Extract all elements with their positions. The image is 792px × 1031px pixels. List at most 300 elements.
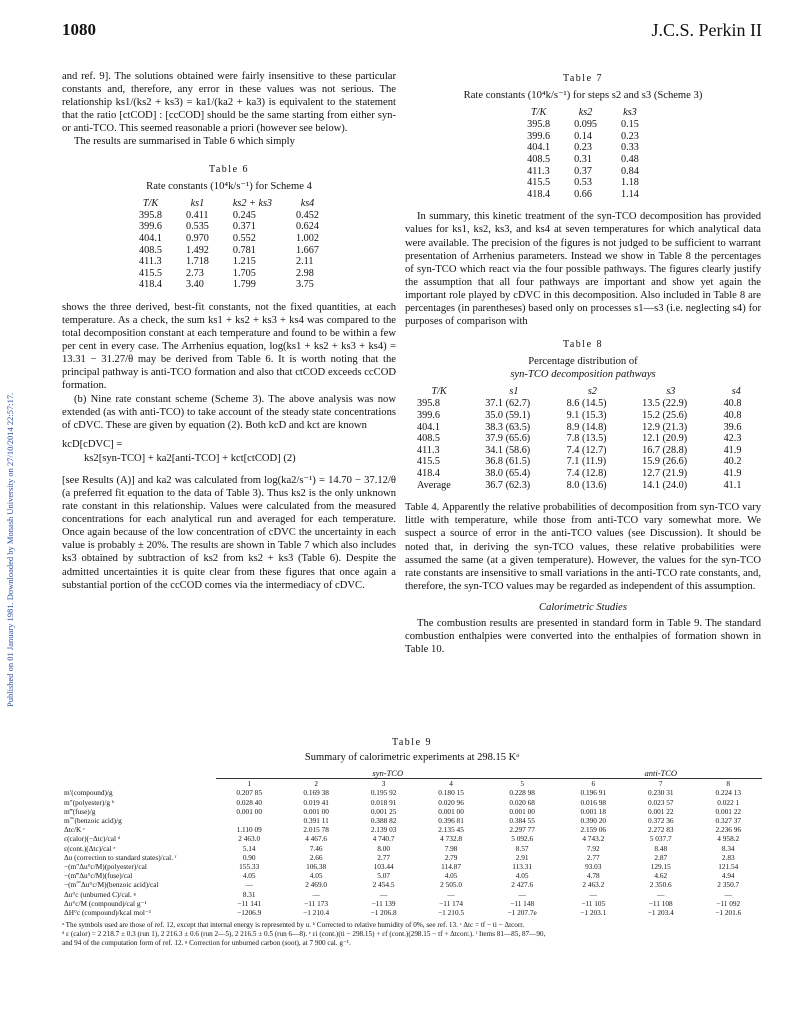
table-cell: 0.327 37	[715, 816, 742, 826]
row-label: m⁗(benzoic acid)/g	[64, 816, 122, 826]
table-cell: 12.7 (21.9)	[642, 468, 688, 480]
right-column	[405, 70, 761, 656]
table-cell: 2.11	[296, 256, 314, 268]
table-cell: 36.8 (61.5)	[485, 456, 531, 468]
table-cell: Average	[417, 479, 451, 491]
table-cell: 2 427.6	[511, 880, 534, 890]
table-cell: 2 454.5	[372, 880, 395, 890]
table-cell: −1 203.1	[580, 908, 607, 918]
table-caption: Percentage distribution of	[528, 356, 638, 368]
table-cell: 415.5	[139, 267, 162, 279]
table-cell: 418.4	[527, 188, 551, 200]
table-row	[62, 908, 762, 917]
table-row	[62, 853, 762, 862]
table-cell: 7.4 (12.8)	[566, 468, 607, 480]
table-cell: 7.8 (13.5)	[566, 433, 607, 445]
table-cell: 0.970	[185, 232, 209, 244]
table-cell: 2.98	[296, 267, 314, 279]
table-cell: 35.0 (59.1)	[485, 410, 531, 422]
table-cell: 7.46	[309, 843, 323, 853]
table-row	[127, 221, 331, 233]
table-row	[127, 210, 331, 222]
table-cell: 2.73	[185, 267, 204, 279]
table-cell: 411.3	[139, 256, 162, 268]
table-cell: 0.33	[621, 142, 639, 154]
table-cell: 2.135 45	[438, 825, 464, 835]
table-row	[62, 798, 762, 807]
row-label: ε(calor)(−Δtc)/cal ᵈ	[64, 834, 121, 844]
table-cell: 415.5	[527, 177, 551, 189]
table-cell: 399.6	[139, 221, 162, 233]
table-cell: 0.84	[621, 165, 639, 177]
table-cell: 5.07	[377, 871, 390, 881]
column-header: T/K	[142, 197, 159, 209]
table-row	[515, 177, 651, 189]
table-cell: 4 743.2	[582, 834, 605, 844]
table-cell: 0.001 25	[370, 806, 397, 816]
table-cell: 0.372 36	[647, 816, 674, 826]
equation-line: kcD[cDVC] =	[62, 438, 123, 450]
table-cell: 40.8	[723, 398, 742, 410]
column-group-syn: syn-TCO	[372, 768, 404, 778]
table-caption: syn-TCO decomposition pathways	[510, 369, 656, 381]
table-cell: 0.535	[185, 221, 209, 233]
table-cell: 4.05	[444, 871, 458, 881]
table-cell: 0.224 13	[715, 788, 742, 798]
table-cell: 41.1	[723, 479, 742, 491]
table-cell: 395.8	[527, 119, 551, 131]
table-cell: 0.624	[296, 221, 319, 233]
column-header: s2	[587, 386, 597, 398]
table-cell: 2.159 06	[580, 825, 607, 835]
table-label: Table 7	[562, 73, 604, 84]
table-cell: —	[724, 889, 732, 899]
table-row	[515, 131, 651, 143]
table-cell: 0.452	[296, 209, 319, 221]
table-cell: 1.705	[232, 267, 256, 279]
table-cell: 7.1 (11.9)	[566, 456, 607, 468]
table-cell: 4 467.6	[305, 834, 328, 844]
table-row	[62, 807, 762, 816]
table-cell: 0.016 98	[580, 797, 607, 807]
column-header: 2	[282, 779, 349, 789]
data-table	[62, 769, 762, 917]
table-cell: 8.0 (13.6)	[566, 479, 607, 491]
table-cell: 38.0 (65.4)	[485, 468, 531, 480]
table-cell: 0.15	[621, 119, 639, 131]
table-cell: 0.781	[232, 244, 256, 256]
column-header: ks2 + ks3	[232, 197, 273, 209]
data-table	[405, 385, 761, 491]
table-cell: 1.492	[185, 244, 209, 256]
column-header: 1	[216, 779, 282, 789]
row-label: −(m″Δu°c/M)(polyester)/cal	[64, 862, 147, 872]
table-cell: 2.297 77	[509, 825, 535, 835]
row-label: −(m‴Δu°c/M)(fuse)/cal	[64, 871, 133, 881]
table-cell: 2.91	[515, 852, 529, 862]
table-cell: 2.236 96	[715, 825, 742, 835]
table-cell: 0.019 41	[303, 797, 329, 807]
table-cell: 103.44	[373, 862, 394, 872]
column-header: 5	[485, 779, 560, 789]
table-cell: 3.75	[296, 279, 314, 291]
table-cell: 418.4	[417, 468, 440, 480]
table-cell: 408.5	[417, 433, 440, 445]
table-row	[515, 154, 651, 166]
column-header: s3	[666, 386, 676, 398]
table-cell: 114.87	[441, 862, 461, 872]
table-cell: 8.34	[721, 843, 735, 853]
table-cell	[216, 816, 282, 825]
table-cell: 0.371	[232, 221, 256, 233]
table-cell: −11 105	[581, 898, 606, 908]
table-cell: 0.552	[232, 232, 256, 244]
table-cell: 0.23	[621, 130, 639, 142]
footnote-line: ᵈ ε (calor) = 2 218.7 ± 0.3 (run 1), 2 216.3 ± 0.6 (run 2—5), 2 216.5 ± 0.5 (run 6—8). ᵉ εi (cont.)(ti − 298.15) + εf (cont.)(298.15 − tf + Δtcorr.). ᶠ Items 81—85, 87—90,	[62, 930, 546, 939]
table-caption: Summary of calorimetric experiments at 298.15 Kᵃ	[304, 752, 520, 763]
table-cell: 1.14	[621, 188, 639, 200]
table-row	[405, 456, 761, 468]
table-cell: 2 463.2	[582, 880, 605, 890]
table-cell: 8.31	[242, 889, 256, 899]
table-cell: −11 092	[716, 898, 741, 908]
download-watermark: Published on 01 January 1981. Downloaded by Monash University on 27/10/2014 22:57:17.	[5, 392, 15, 708]
table-cell: 0.14	[574, 130, 592, 142]
table-cell: 8.57	[515, 843, 529, 853]
table-cell: 37.1 (62.7)	[485, 398, 531, 410]
table-row	[515, 189, 651, 201]
table-cell: 13.5 (22.9)	[642, 398, 688, 410]
table-cell: 4.05	[309, 871, 323, 881]
row-label: m′(compound)/g	[64, 788, 113, 798]
table-cell: 38.3 (63.5)	[485, 421, 531, 433]
table-cell: 2.83	[721, 852, 735, 862]
table-cell: 4 732.8	[440, 834, 463, 844]
table-row	[62, 788, 762, 797]
body-paragraph: (b) Nine rate constant scheme (Scheme 3). The above analysis was now extended (as with anti-TCO) to take account of the steady state concentrations of cDVC. These are given by equation (2). Both kcD and kct are known	[62, 393, 396, 431]
table-cell: 1.215	[232, 256, 256, 268]
table-cell: 0.90	[242, 852, 256, 862]
equation-line: ks2[syn-TCO] + ka2[anti-TCO] + kct[ctCOD] (2)	[84, 452, 296, 464]
table-cell: −11 139	[371, 898, 396, 908]
table-cell: 0.230 31	[647, 788, 674, 798]
table-row	[405, 433, 761, 445]
table-cell: 399.6	[417, 410, 440, 422]
table-cell: 2.139 03	[370, 825, 397, 835]
table-9	[62, 737, 762, 948]
table-cell: 37.9 (65.6)	[485, 433, 531, 445]
table-cell: 0.411	[185, 209, 209, 221]
table-cell: 9.1 (15.3)	[566, 410, 607, 422]
row-label: Δu°c/M (compound)/cal g⁻¹	[64, 898, 147, 908]
column-header: s1	[509, 386, 519, 398]
table-cell: 2 350.6	[649, 880, 672, 890]
table-cell: 0.001 00	[438, 806, 464, 816]
column-header: 6	[560, 779, 627, 789]
table-cell: 16.7 (28.8)	[642, 444, 688, 456]
table-cell: 2 350.7	[717, 880, 740, 890]
table-cell: 40.2	[723, 456, 742, 468]
table-cell: 0.390 20	[580, 816, 607, 826]
table-cell: 0.169 38	[303, 788, 329, 798]
table-cell: 0.095	[574, 119, 597, 131]
table-cell: 0.53	[574, 177, 592, 189]
table-cell: 1.799	[232, 279, 256, 291]
page-number: 1080	[62, 20, 96, 39]
table-cell: 1.718	[185, 256, 209, 268]
column-header: ks1	[190, 197, 205, 209]
table-row	[62, 844, 762, 853]
row-label: Δtc/K ᶜ	[64, 825, 85, 835]
table-cell: 121.54	[718, 862, 739, 872]
table-cell: 0.001 22	[715, 806, 742, 816]
table-row	[127, 233, 331, 245]
table-cell: 36.7 (62.3)	[485, 479, 531, 491]
table-cell: 395.8	[417, 398, 440, 410]
table-cell: −1 203.4	[647, 908, 674, 918]
column-header: T/K	[530, 107, 547, 119]
table-cell: −11 148	[510, 898, 535, 908]
column-header: ks3	[623, 107, 637, 119]
table-cell: —	[518, 889, 526, 899]
table-cell: 0.001 18	[580, 806, 607, 816]
table-cell: 1.110 09	[236, 825, 262, 835]
table-row	[62, 871, 762, 880]
table-row	[405, 398, 761, 410]
table-6	[62, 163, 396, 291]
table-cell: 0.020 96	[438, 797, 464, 807]
body-paragraph: [see Results (A)] and ka2 was calculated from log(ka2/s⁻¹) = 14.70 − 37.12/θ (a preferred fit equation to the data of Table 3). Thus ks2 is the only unknown rate constant in this relationship. Values were calculated from the measured concentrations for each analytical run and averaged for each temperature. Once again because of the low concentration of cDVC the uncertainty in each value is probably ± 20%. The results are shown in Table 7 which also includes ks3 obtained by subtraction of ks2 from ks2 + ks3 (Table 6). Despite the admitted uncertainties it is quite clear from these figures that once again a substantial portion of the ccCOD comes via the intermediacy of cDVC.	[62, 474, 396, 591]
table-row	[405, 410, 761, 422]
data-table	[515, 106, 651, 200]
table-cell: 2 469.0	[305, 880, 328, 890]
table-cell: 14.1 (24.0)	[642, 479, 688, 491]
table-row	[515, 166, 651, 178]
table-cell: 0.001 22	[647, 806, 674, 816]
table-cell: −1 210.5	[438, 908, 465, 918]
body-paragraph: shows the three derived, best-fit constants, not the fixed quantities, at each temperature. As a check, the sum ks1 + ks2 + ks3 + ks4 was compared to the total decomposition constant at each temperature and found to be within a few per cent in every case. The Arrhenius equation, log(ks1 + ks2 + ks3 + ks4) = 13.31 − 31.27/θ may be derived from Table 6. It is worth noting that the principal pathway is anti-TCO formation and also that ctCOD exceeds ccCOD formation.	[62, 301, 396, 392]
column-header: s4	[731, 386, 741, 398]
table-cell: 0.028 40	[236, 797, 262, 807]
table-cell: 0.48	[621, 153, 639, 165]
table-cell: 155.33	[239, 862, 260, 872]
table-cell: −1 207.7e	[507, 908, 537, 918]
table-cell: 0.018 91	[370, 797, 397, 807]
row-label: ΔH°c (compound)/kcal mol⁻¹	[64, 908, 152, 918]
table-cell: 93.03	[585, 862, 602, 872]
table-cell: 8.48	[654, 843, 668, 853]
row-label-header	[62, 779, 216, 789]
section-heading: Calorimetric Studies	[539, 601, 627, 613]
table-cell: 0.66	[574, 188, 592, 200]
table-cell: 42.3	[723, 433, 742, 445]
table-cell: 2 505.0	[440, 880, 463, 890]
body-paragraph: The results are summarised in Table 6 which simply	[74, 136, 295, 148]
table-cell: 40.8	[723, 410, 742, 422]
table-cell: 4.05	[242, 871, 256, 881]
table-row	[127, 245, 331, 257]
table-cell: 7.4 (12.7)	[566, 444, 607, 456]
table-cell: 0.384 55	[509, 816, 535, 826]
footnote-line: and 94 of the computation form of ref. 12. ᵍ Correction for unburned carbon (soot), at 7 900 cal. g⁻¹.	[62, 939, 351, 948]
table-cell: 41.9	[723, 468, 742, 480]
table-cell: −1 201.6	[715, 908, 742, 918]
table-cell: 113.31	[512, 862, 533, 872]
table-row	[62, 834, 762, 843]
table-cell: 404.1	[417, 421, 440, 433]
table-cell: 0.228 98	[509, 788, 535, 798]
table-cell: −11 173	[304, 898, 329, 908]
table-cell: —	[657, 889, 665, 899]
table-cell: 2.79	[444, 852, 458, 862]
table-cell: 2.87	[654, 852, 668, 862]
row-label: m″(polyester)/g ᵇ	[64, 797, 115, 807]
table-cell: 2.015 78	[303, 825, 329, 835]
column-header: 3	[350, 779, 417, 789]
column-header: 8	[694, 779, 762, 789]
table-cell: −1206.9	[237, 908, 262, 918]
column-group-anti: anti-TCO	[644, 768, 678, 778]
table-cell: 5 092.6	[511, 834, 534, 844]
table-cell: 0.37	[574, 165, 592, 177]
table-cell: 12.9 (21.3)	[642, 421, 688, 433]
table-cell: −11 174	[439, 898, 464, 908]
table-cell: —	[312, 889, 320, 899]
table-cell: 0.23	[574, 142, 592, 154]
table-cell: 1.18	[621, 177, 639, 189]
table-cell: —	[379, 889, 388, 899]
table-cell: 7.98	[444, 843, 458, 853]
page-header	[62, 20, 762, 48]
column-header: ks2	[578, 107, 593, 119]
body-paragraph: and ref. 9]. The solutions obtained were fairly insensitive to these particular constants and, therefore, any error in these values was not serious. The relationship ks1/(ks2 + ks3) = ka1/(ka2 + ka3) is equivalent to the statement that the ratio [ctCOD] : [ccCOD] should be the same starting from either syn- or anti-TCO. This seemed reasonable a priori (however see below).	[62, 71, 396, 135]
table-row	[405, 468, 761, 480]
table-cell: 4.05	[515, 871, 529, 881]
table-cell: 7.92	[586, 843, 600, 853]
table-cell: 5.14	[242, 843, 256, 853]
table-cell: —	[245, 880, 253, 890]
table-cell: 2.77	[377, 852, 390, 862]
table-cell: 404.1	[139, 232, 162, 244]
table-row	[62, 816, 762, 825]
table-cell: 34.1 (58.6)	[485, 444, 531, 456]
table-cell: 2.272 83	[647, 825, 674, 835]
equation-2	[62, 438, 396, 466]
table-cell: 8.6 (14.5)	[566, 398, 607, 410]
table-cell: 0.31	[574, 153, 592, 165]
body-paragraph: The combustion results are presented in standard form in Table 9. The standard combustion enthalpies were converted into the enthalpies of formation shown in Table 10.	[405, 617, 761, 656]
table-cell: 0.245	[232, 209, 256, 221]
table-caption: Rate constants (10⁴k/s⁻¹) for steps s2 and s3 (Scheme 3)	[463, 90, 703, 102]
table-row	[62, 862, 762, 871]
table-row	[515, 119, 651, 131]
row-label: ε(cont.)(Δtc)/cal ᵉ	[64, 843, 116, 853]
row-label: m‴(fuse)/g	[64, 806, 96, 816]
table-cell: 4 740.7	[372, 834, 395, 844]
table-row	[127, 256, 331, 268]
table-cell: 0.391 11	[303, 816, 329, 826]
table-cell: 0.195 92	[370, 788, 397, 798]
table-cell: 0.396 81	[438, 816, 464, 826]
table-row	[62, 825, 762, 834]
table-cell: 404.1	[527, 142, 551, 154]
row-label: Δu°c (unburned C)/cal. ᵍ	[64, 889, 136, 899]
table-cell: 0.180 15	[438, 788, 464, 798]
table-cell: 0.001 00	[509, 806, 535, 816]
table-cell: 411.3	[527, 165, 550, 177]
table-cell: −11 141	[237, 898, 262, 908]
table-cell: 5 037.7	[649, 834, 672, 844]
table-label: Table 9	[391, 737, 433, 748]
table-cell: —	[447, 889, 455, 899]
table-cell: —	[589, 889, 597, 899]
table-cell: 15.2 (25.6)	[642, 410, 688, 422]
table-cell: 0.388 82	[370, 816, 397, 826]
table-cell: 3.40	[185, 279, 204, 291]
table-cell: 2 463.0	[238, 834, 261, 844]
table-cell: 1.667	[296, 244, 319, 256]
table-cell: 12.1 (20.9)	[642, 433, 688, 445]
table-cell: 0.001 00	[303, 806, 329, 816]
table-cell: 399.6	[527, 130, 551, 142]
table-cell: 106.38	[306, 862, 327, 872]
data-table	[127, 197, 331, 291]
column-header: 7	[627, 779, 694, 789]
table-cell: 2.66	[309, 852, 323, 862]
column-header: ks4	[300, 197, 315, 209]
table-7	[405, 72, 761, 200]
table-cell: 4.78	[586, 871, 600, 881]
table-cell: 8.9 (14.8)	[566, 421, 607, 433]
body-paragraph: Table 4. Apparently the relative probabilities of decomposition from syn-TCO vary little with temperature, while those from anti-TCO vary somewhat more. We suspect a source of error in the anti-TCO values (see Discussion). It should be noted that, in deriving the syn-TCO values, these relative probabilities were assumed the same (at a given temperature). However, the values for the syn-TCO rate constants are insensitive to small variations in the anti-TCO rate constants, and, therefore, the syn-TCO values may be regarded as independent of this assumption.	[405, 502, 761, 592]
table-cell: 395.8	[139, 209, 162, 221]
table-cell: 0.207 85	[236, 788, 262, 798]
table-cell: 0.022 1	[717, 797, 740, 807]
table-cell: 0.196 91	[580, 788, 607, 798]
table-cell: 4 958.2	[717, 834, 740, 844]
column-header: 4	[417, 779, 484, 789]
table-cell: 408.5	[527, 153, 551, 165]
table-cell: 41.9	[723, 444, 742, 456]
table-cell: 4.62	[654, 871, 668, 881]
table-cell: 1.002	[296, 232, 319, 244]
table-row	[62, 899, 762, 908]
table-cell: 4.94	[721, 871, 735, 881]
table-cell: 0.020 68	[509, 797, 535, 807]
table-row	[127, 279, 331, 291]
column-header: T/K	[431, 386, 447, 398]
table-row	[405, 422, 761, 434]
table-8	[405, 338, 761, 491]
table-row	[127, 268, 331, 280]
table-cell: 39.6	[723, 421, 742, 433]
table-cell: −1 206.8	[370, 908, 397, 918]
table-cell: 15.9 (26.6)	[642, 456, 688, 468]
table-footnote	[62, 921, 762, 948]
row-label: −(m⁗Δu°c/M)(benzoic acid)/cal	[64, 880, 159, 890]
table-row	[62, 880, 762, 889]
table-label: Table 8	[562, 339, 604, 351]
table-row	[405, 480, 761, 492]
row-label: Δu (correction to standard states)/cal. ᶠ	[64, 852, 177, 862]
footnote-line: ᵃ The symbols used are those of ref. 12, except that internal energy is represented by u. ᵇ Corrected to relative humidity of 0%, see ref. 13. ᶜ Δtc = tf − ti − Δtcorr.	[62, 921, 525, 930]
table-cell: 418.4	[139, 279, 162, 291]
table-cell: 0.001 00	[236, 806, 262, 816]
table-cell: 8.00	[377, 843, 390, 853]
table-cell: −11 108	[648, 898, 673, 908]
table-row	[62, 890, 762, 899]
table-row	[405, 445, 761, 457]
